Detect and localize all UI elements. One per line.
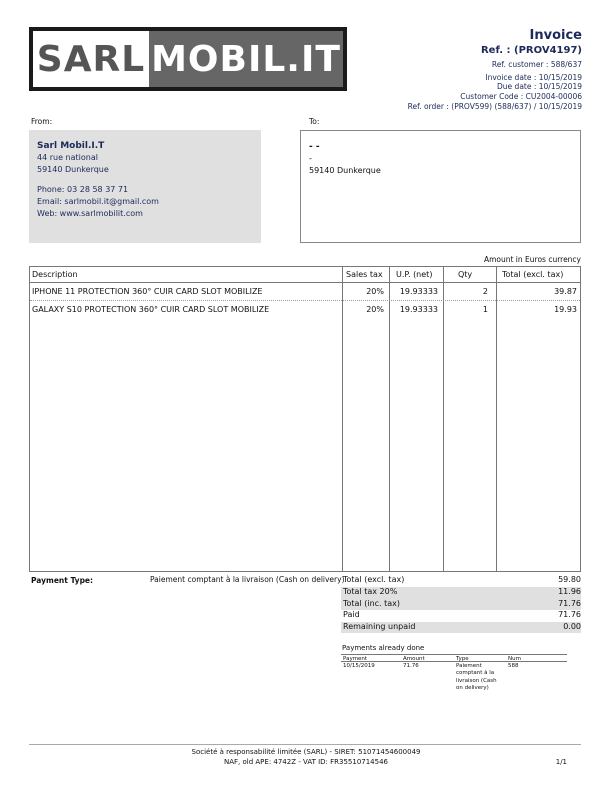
invoice-header [408, 28, 582, 112]
col-header-unit-price: U.P. (net) [396, 270, 433, 279]
items-table [29, 266, 581, 572]
total-excl-tax-value: 59.80 [558, 575, 581, 584]
table-row-2-unit-price: 19.93333 [399, 305, 438, 314]
recipient-line1: - [309, 154, 312, 163]
total-inc-tax-label: Total (inc. tax) [343, 598, 401, 608]
col-header-sales-tax: Sales tax [346, 270, 383, 279]
paid-row [341, 610, 581, 622]
footer-legal-line1: Société à responsabilité limitée (SARL) - SIRET: 51071454600049 [191, 748, 421, 756]
company-logo [29, 27, 347, 91]
payments-done-table [341, 654, 567, 698]
invoice-date: Invoice date : 10/15/2019 [485, 72, 582, 82]
ref-order: Ref. order : (PROV599) (588/637) / 10/15/2019 [407, 102, 582, 111]
from-label: From: [31, 117, 53, 126]
footer-divider [29, 744, 581, 745]
payments-row-type: Paiement comptant à la livraison (Cash on delivery) [456, 662, 497, 691]
col-header-description: Description [32, 270, 78, 279]
payment-type-value: Paiement comptant à la livraison (Cash on delivery) [150, 575, 345, 584]
payments-row [341, 662, 567, 698]
total-excl-tax-label: Total (excl. tax) [343, 575, 405, 584]
remaining-unpaid-row [341, 622, 581, 634]
total-tax-row [341, 587, 581, 599]
table-row-2-total: 19.93 [554, 305, 577, 314]
remaining-unpaid-value: 0.00 [563, 621, 581, 631]
currency-note: Amount in Euros currency [483, 255, 581, 264]
payments-col-type: Type [456, 655, 469, 662]
table-row-1-description: IPHONE 11 PROTECTION 360° CUIR CARD SLOT MOBILIZE [32, 287, 263, 296]
sender-address-line2: 59140 Dunkerque [37, 165, 109, 174]
table-row-1-total: 39.87 [554, 287, 577, 296]
table-row-1-sales-tax: 20% [366, 287, 384, 296]
remaining-unpaid-label: Remaining unpaid [343, 621, 416, 631]
recipient-address-box [300, 130, 581, 243]
payments-done-title: Payments already done [342, 644, 425, 652]
payment-type-label: Payment Type: [31, 576, 94, 585]
logo-text-mobilit: MOBIL.IT [151, 38, 341, 80]
table-row-1-unit-price: 19.93333 [399, 287, 438, 296]
table-row-1-qty: 2 [482, 287, 488, 296]
total-tax-value: 11.96 [558, 587, 581, 596]
footer-legal-line2: NAF, old APE: 4742Z - VAT ID: FR35510714546 [223, 758, 388, 766]
due-date: Due date : 10/15/2019 [497, 82, 582, 91]
payments-row-amount: 71.76 [403, 662, 419, 669]
payments-row-num: 588 [508, 662, 519, 669]
sender-name: Sarl Mobil.I.T [37, 141, 105, 151]
sender-web: Web: www.sarlmobilit.com [37, 209, 143, 218]
sender-phone: Phone: 03 28 58 37 71 [37, 185, 129, 194]
page-number: 1/1 [555, 758, 567, 766]
recipient-name: - - [309, 142, 320, 152]
logo-text-sarl: SARL [36, 38, 146, 80]
customer-code: Customer Code : CU2004-00006 [460, 91, 582, 101]
payments-col-payment: Payment [343, 655, 368, 662]
to-label: To: [309, 117, 320, 126]
invoice-title: Invoice [529, 28, 582, 43]
table-row-2-description: GALAXY S10 PROTECTION 360° CUIR CARD SLOT MOBILIZE [32, 305, 270, 314]
table-row-2-qty: 1 [482, 305, 488, 314]
table-row-2-sales-tax: 20% [366, 305, 384, 314]
total-excl-tax-row [341, 575, 581, 587]
total-tax-label: Total tax 20% [343, 587, 398, 596]
recipient-line2: 59140 Dunkerque [309, 166, 381, 175]
invoice-ref: Ref. : (PROV4197) [480, 45, 582, 56]
payments-col-num: Num [508, 655, 521, 662]
sender-address-line1: 44 rue national [37, 153, 98, 162]
payments-col-amount: Amount [403, 655, 425, 662]
total-inc-tax-row [341, 599, 581, 611]
ref-customer: Ref. customer : 588/637 [491, 60, 582, 69]
paid-value: 71.76 [558, 610, 581, 619]
col-header-qty: Qty [458, 270, 473, 279]
sender-email: Email: sarlmobil.it@gmail.com [37, 197, 159, 206]
payments-row-date: 10/15/2019 [343, 662, 375, 669]
sender-address-box [29, 130, 261, 243]
total-inc-tax-value: 71.76 [558, 598, 581, 608]
col-header-total: Total (excl. tax) [502, 270, 564, 279]
paid-label: Paid [343, 610, 360, 619]
